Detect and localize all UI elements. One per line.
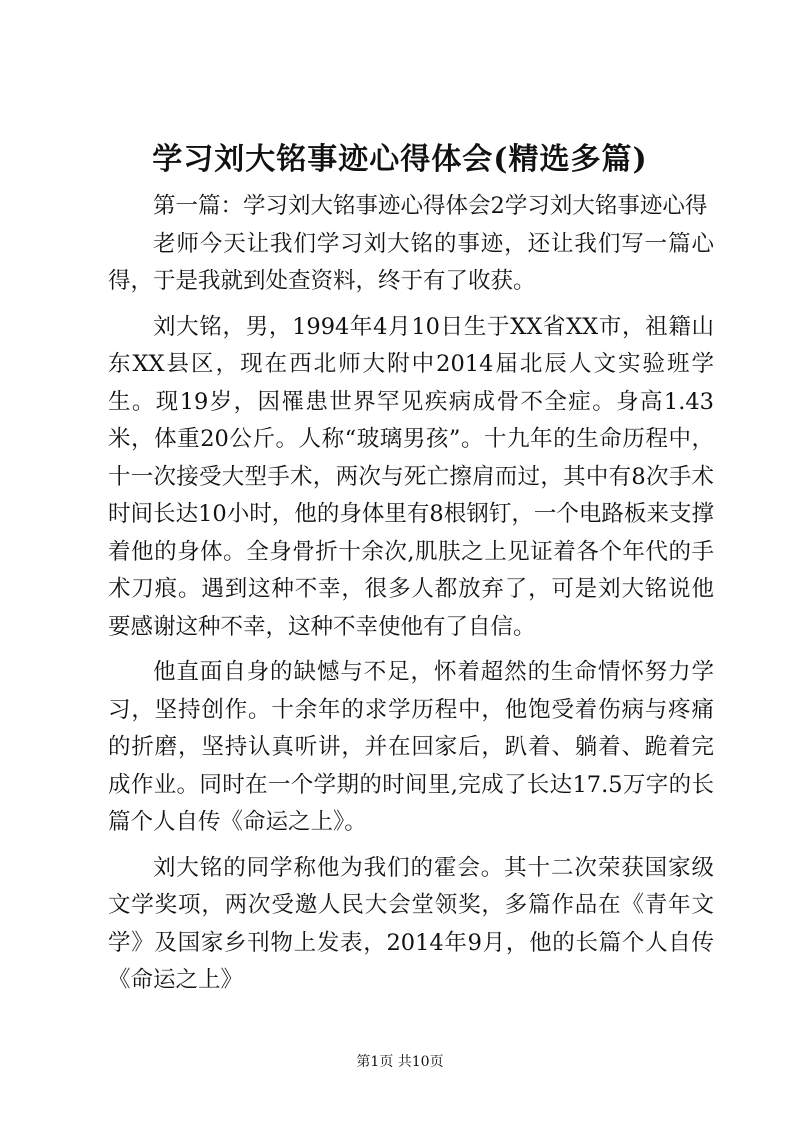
paragraph-subtitle: 第一篇：学习刘大铭事迹心得体会2学习刘大铭事迹心得 <box>153 193 708 219</box>
paragraph: 他直面自身的缺憾与不足，怀着超然的生命情怀努力学习，坚持创作。十余年的求学历程中，他饱受着伤病与疼痛的折磨，坚持认真听讲，并在回家后，趴着、躺着、跪着完成作业。同时在一个学期的时间里,完成了长达17.5万字的长篇个人自传《命运之上》。 <box>108 659 714 835</box>
paragraph: 老师今天让我们学习刘大铭的事迹，还让我们写一篇心得，于是我就到处查资料，终于有了收获。 <box>108 230 714 294</box>
paragraph: 刘大铭，男，1994年4月10日生于XX省XX市，祖籍山东XX县区，现在西北师大附中2014届北辰人文实验班学生。现19岁，因罹患世界罕见疾病成骨不全症。身高1.43米，体重20公斤。人称“玻璃男孩”。十九年的生命历程中，十一次接受大型手术，两次与死亡擦肩而过，其中有8次手术时间长达10小时，他的身体里有8根钢钉，一个电路板来支撑着他的身体。全身骨折十余次,肌肤之上见证着各个年代的手术刀痕。遇到这种不幸，很多人都放弃了，可是刘大铭说他要感谢这种不幸，这种不幸使他有了自信。 <box>108 313 714 640</box>
document-title: 学习刘大铭事迹心得体会(精选多篇) <box>152 142 648 177</box>
paragraph: 刘大铭的同学称他为我们的霍会。其十二次荣获国家级文学奖项，两次受邀人民大会堂领奖，多篇作品在《青年文学》及国家乡刊物上发表，2014年9月，他的长篇个人自传《命运之上》 <box>108 854 714 993</box>
document-body <box>108 188 714 1000</box>
page-number-footer: 第1页 共10页 <box>356 1054 444 1070</box>
